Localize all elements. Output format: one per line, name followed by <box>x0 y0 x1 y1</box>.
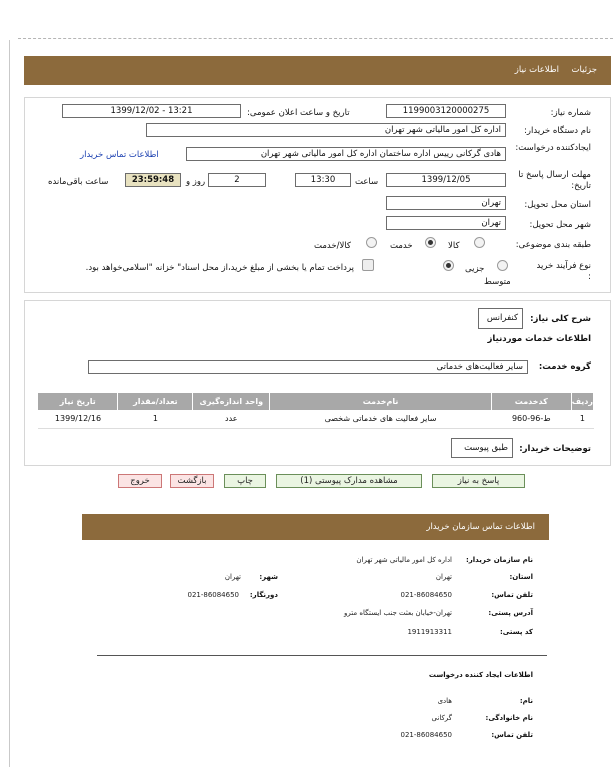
buyer-notes-label: توضیحات خریدار: <box>519 444 591 454</box>
contact-province-label: استان: <box>509 573 533 581</box>
print-button[interactable]: چاپ <box>224 474 266 488</box>
reply-button[interactable]: پاسخ به نیاز <box>432 474 525 488</box>
page-header <box>24 56 611 85</box>
radio-goods-service-label: کالا/خدمت <box>314 241 351 251</box>
radio-goods-label: کالا <box>448 241 460 251</box>
city-label: شهر محل تحویل: <box>529 220 591 230</box>
days-field: 2 <box>208 173 266 187</box>
remaining-timer: 23:59:48 <box>125 173 181 187</box>
category-label: طبقه بندی موضوعی: <box>515 240 591 250</box>
col-row: ردیف <box>571 393 593 410</box>
tab-details[interactable]: جزئیات <box>571 65 597 75</box>
requester-title: اطلاعات ایجاد کننده درخواست <box>428 671 533 679</box>
buyer-org-label: نام دستگاه خریدار: <box>524 126 591 136</box>
exit-button[interactable]: خروج <box>118 474 162 488</box>
cell-date: 1399/12/16 <box>38 410 118 428</box>
services-title: اطلاعات خدمات موردنیاز <box>487 334 591 344</box>
col-qty: تعداد/مقدار <box>118 393 193 410</box>
contact-org-value: اداره کل امور مالیاتی شهر تهران <box>356 556 452 564</box>
requester-phone-value: 021-86084650 <box>400 731 452 739</box>
back-button[interactable]: بازگشت <box>170 474 214 488</box>
group-field: سایر فعالیت‌های خدماتی <box>88 360 528 374</box>
buyer-org-field: اداره کل امور مالیاتی شهر تهران <box>146 123 506 137</box>
need-number-field: 1199003120000275 <box>386 104 506 118</box>
contact-city-value: تهران <box>224 573 241 581</box>
contact-address-value: تهران-خیابان بعثت جنب ایستگاه مترو <box>344 609 452 617</box>
attachments-button[interactable]: مشاهده مدارک پیوستی (1) <box>276 474 422 488</box>
cell-unit: عدد <box>193 410 270 428</box>
buyer-notes-field: طبق پیوست <box>451 438 513 458</box>
cell-row: 1 <box>571 410 593 428</box>
radio-small[interactable] <box>497 260 508 271</box>
city-field: تهران <box>386 216 506 230</box>
tab-need-info[interactable]: اطلاعات نیاز <box>514 65 559 75</box>
time-label: ساعت <box>355 177 379 187</box>
col-code: کدخدمت <box>491 393 571 410</box>
deadline-time-field: 13:30 <box>295 173 351 187</box>
requester-name-value: هادی <box>437 697 452 705</box>
group-label: گروه خدمت: <box>538 362 591 372</box>
announce-field: 1399/12/02 - 13:21 <box>62 104 241 118</box>
deadline-date-field: 1399/12/05 <box>386 173 506 187</box>
treasury-checkbox[interactable] <box>362 259 374 271</box>
table-row <box>38 410 594 428</box>
radio-medium-label: متوسط <box>484 277 511 287</box>
remaining-label: ساعت باقی‌مانده <box>48 177 109 187</box>
announce-label: تاریخ و ساعت اعلان عمومی: <box>247 108 350 118</box>
desc-label: شرح کلی نیاز: <box>530 314 591 324</box>
cell-qty: 1 <box>118 410 193 428</box>
days-label: روز و <box>186 177 206 187</box>
desc-field: کنفرانس <box>478 308 523 329</box>
col-date: تاریخ نیاز <box>38 393 118 410</box>
radio-goods[interactable] <box>474 237 485 248</box>
creator-label: ایجادکننده درخواست: <box>515 143 591 153</box>
left-border <box>9 40 10 767</box>
radio-service[interactable] <box>425 237 436 248</box>
table-header-row <box>38 393 594 410</box>
contact-separator <box>97 655 547 656</box>
deadline-label: مهلت ارسال پاسخ تا تاریخ: <box>518 170 591 191</box>
col-name: نام‌خدمت <box>270 393 492 410</box>
top-divider <box>18 38 613 39</box>
requester-name-label: نام: <box>519 697 533 705</box>
contact-header <box>82 514 549 540</box>
contact-city-label: شهر: <box>259 573 278 581</box>
radio-goods-service[interactable] <box>366 237 377 248</box>
requester-family-label: نام خانوادگی: <box>485 714 533 722</box>
requester-phone-label: تلفن تماس: <box>491 731 533 739</box>
cell-name: سایر فعالیت های خدماتی شخصی <box>270 410 492 428</box>
contact-address-label: آدرس پستی: <box>488 609 533 617</box>
buyer-contact-link[interactable]: اطلاعات تماس خریدار <box>80 150 159 160</box>
radio-service-label: خدمت <box>390 241 413 251</box>
radio-medium[interactable] <box>443 260 454 271</box>
requester-family-value: گرکانی <box>431 714 452 722</box>
contact-province-value: تهران <box>435 573 452 581</box>
radio-small-label: جزیی <box>465 264 485 274</box>
contact-postal-value: 1911913311 <box>407 628 452 636</box>
process-label: نوع فرآیند خرید : <box>536 261 591 282</box>
services-table <box>38 393 594 429</box>
col-unit: واحد اندازه‌گیری <box>193 393 270 410</box>
contact-phone-value: 021-86084650 <box>400 591 452 599</box>
need-number-label: شماره نیاز: <box>550 108 591 118</box>
contact-postal-label: کد پستی: <box>499 628 533 636</box>
contact-org-label: نام سازمان خریدار: <box>465 556 533 564</box>
treasury-note: پرداخت تمام یا بخشی از مبلغ خرید،از محل اسناد" خزانه "اسلامی‌خواهد بود. <box>85 263 354 273</box>
contact-fax-label: دورنگار: <box>249 591 278 599</box>
contact-title: اطلاعات تماس سازمان خریدار <box>426 522 535 532</box>
contact-phone-label: تلفن تماس: <box>491 591 533 599</box>
province-field: تهران <box>386 196 506 210</box>
contact-fax-value: 021-86084650 <box>187 591 239 599</box>
creator-field: هادی گرکانی رییس اداره ساختمان اداره کل امور مالیاتی شهر تهران <box>186 147 506 161</box>
province-label: استان محل تحویل: <box>524 200 591 210</box>
cell-code: ط-96-960 <box>491 410 571 428</box>
